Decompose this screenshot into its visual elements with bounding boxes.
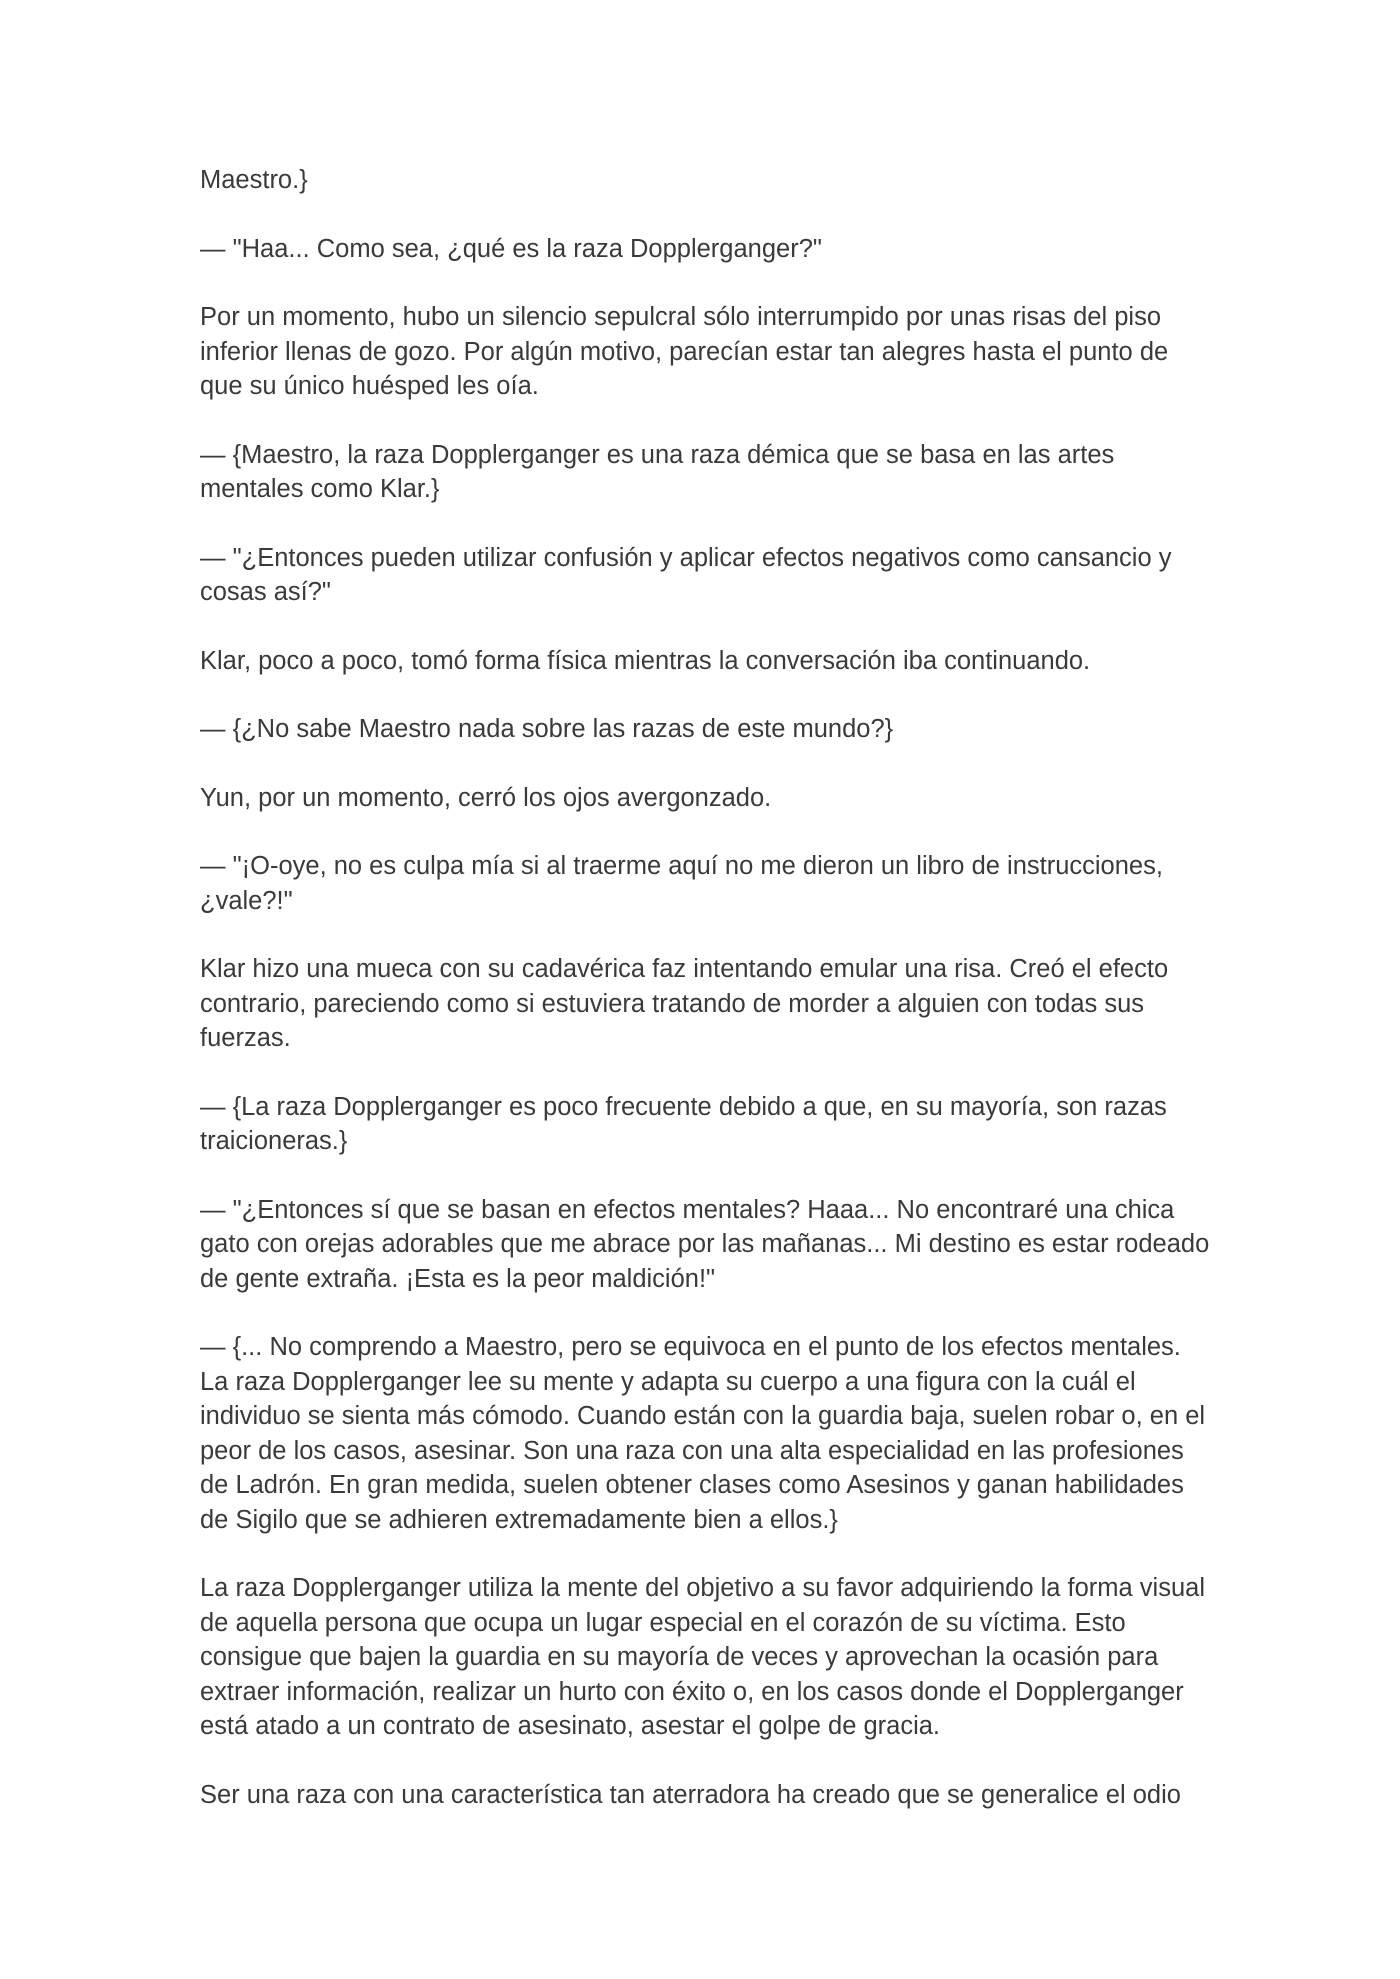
paragraph: — {¿No sabe Maestro nada sobre las razas de este mundo?} [200, 715, 894, 743]
paragraph: La raza Dopplerganger utiliza la mente del objetivo a su favor adquiriendo la forma visual de aquella persona que ocupa un lugar especial en el corazón de su víctima. Esto consigue que bajen la guardia en su mayoría de veces y aprovechan la ocasión para extraer información, realizar un hurto con éxito o, en los casos donde el Dopplerganger está atado a un contrato de asesinato, asestar el golpe de gracia. [200, 1574, 1205, 1740]
paragraph: Klar hizo una mueca con su cadavérica faz intentando emular una risa. Creó el efecto contrario, pareciendo como si estuviera tratando de morder a alguien con todas sus fuerzas. [200, 955, 1169, 1052]
body-text [200, 163, 1210, 1846]
paragraph: Yun, por un momento, cerró los ojos avergonzado. [200, 783, 772, 812]
paragraph: Klar, poco a poco, tomó forma física mientras la conversación iba continuando. [200, 646, 1091, 675]
paragraph: — "¡O-oye, no es culpa mía si al traerme aquí no me dieron un libro de instrucciones, ¿vale?!" [200, 852, 1163, 915]
paragraph: — "¿Entonces sí que se basan en efectos mentales? Haaa... No encontraré una chica gato con orejas adorables que me abrace por las mañanas... Mi destino es estar rodeado de gente extraña. ¡Esta es la peor maldición!" [200, 1195, 1210, 1293]
paragraph: — {Maestro, la raza Dopplerganger es una raza démica que se basa en las artes mentales como Klar.} [200, 440, 1115, 503]
paragraph: Ser una raza con una característica tan aterradora ha creado que se generalice el odio [200, 1780, 1181, 1809]
paragraph: — "Haa... Como sea, ¿qué es la raza Dopplerganger?" [200, 234, 822, 263]
paragraph: Por un momento, hubo un silencio sepulcral sólo interrumpido por unas risas del piso inferior llenas de gozo. Por algún motivo, parecían estar tan alegres hasta el punto de que su único huésped les oía. [200, 303, 1169, 400]
paragraph: — {La raza Dopplerganger es poco frecuente debido a que, en su mayoría, son razas traicioneras.} [200, 1092, 1167, 1155]
paragraph: — "¿Entonces pueden utilizar confusión y aplicar efectos negativos como cansancio y cosas así?" [200, 543, 1172, 606]
paragraph: Maestro.} [200, 166, 308, 194]
paragraph: — {... No comprendo a Maestro, pero se equivoca en el punto de los efectos mentales. La raza Dopplerganger lee su mente y adapta su cuerpo a una figura con la cuál el individuo se sienta más cómodo. Cuando están con la guardia baja, suelen robar o, en el peor de los casos, asesinar. Son una raza con una alta especialidad en las profesiones de Ladrón. En gran medida, suelen obtener clases como Asesinos y ganan habilidades de Sigilo que se adhieren extremadamente bien a ellos.} [200, 1333, 1206, 1534]
